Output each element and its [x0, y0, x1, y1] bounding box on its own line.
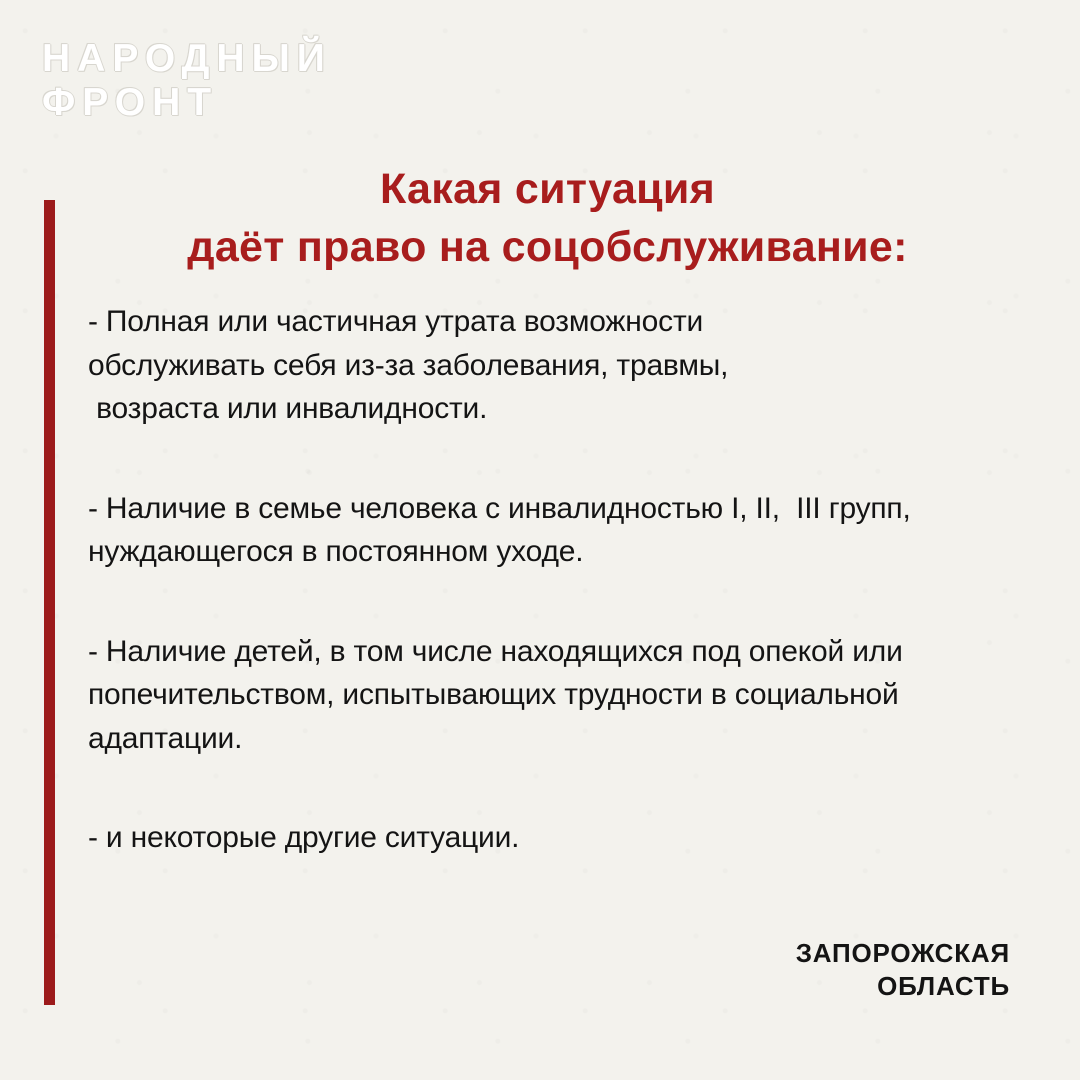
list-item-line: - Наличие в семье человека с инвалидностью I, II, III групп, — [88, 491, 911, 525]
list-item — [88, 630, 1018, 761]
list-item-line: попечительством, испытывающих трудности в социальной — [88, 678, 899, 711]
brand-logo-line-2: ФРОНТ — [42, 81, 219, 125]
page-title-line-2: даёт право на соцобслуживание: — [187, 223, 908, 272]
list-item-line: - Наличие детей, в том числе находящихся под опекой или — [88, 634, 903, 668]
region-label — [796, 937, 1010, 1002]
list-item-line: - и некоторые другие ситуации. — [88, 821, 520, 854]
list-item-line: обслуживать себя из-за заболевания, травмы, — [88, 348, 729, 382]
list-item-line: - Полная или частичная утрата возможности — [88, 305, 704, 338]
page-title-line-1: Какая ситуация — [379, 165, 716, 213]
region-label-line-2: ОБЛАСТЬ — [877, 970, 1010, 1001]
accent-vertical-bar — [44, 200, 55, 1005]
region-label-line-1: ЗАПОРОЖСКАЯ — [795, 938, 1010, 968]
list-item — [88, 487, 1018, 574]
page-title — [70, 160, 1025, 276]
brand-logo — [42, 37, 332, 125]
list-item — [88, 300, 1018, 431]
brand-logo-line-1: НАРОДНЫЙ — [42, 37, 332, 80]
list-item-line: нуждающегося в постоянном уходе. — [88, 535, 584, 568]
list-item-line: возраста или инвалидности. — [88, 392, 488, 425]
list-item-line: адаптации. — [88, 721, 243, 755]
list-item — [88, 816, 1018, 860]
criteria-list — [88, 300, 1018, 860]
